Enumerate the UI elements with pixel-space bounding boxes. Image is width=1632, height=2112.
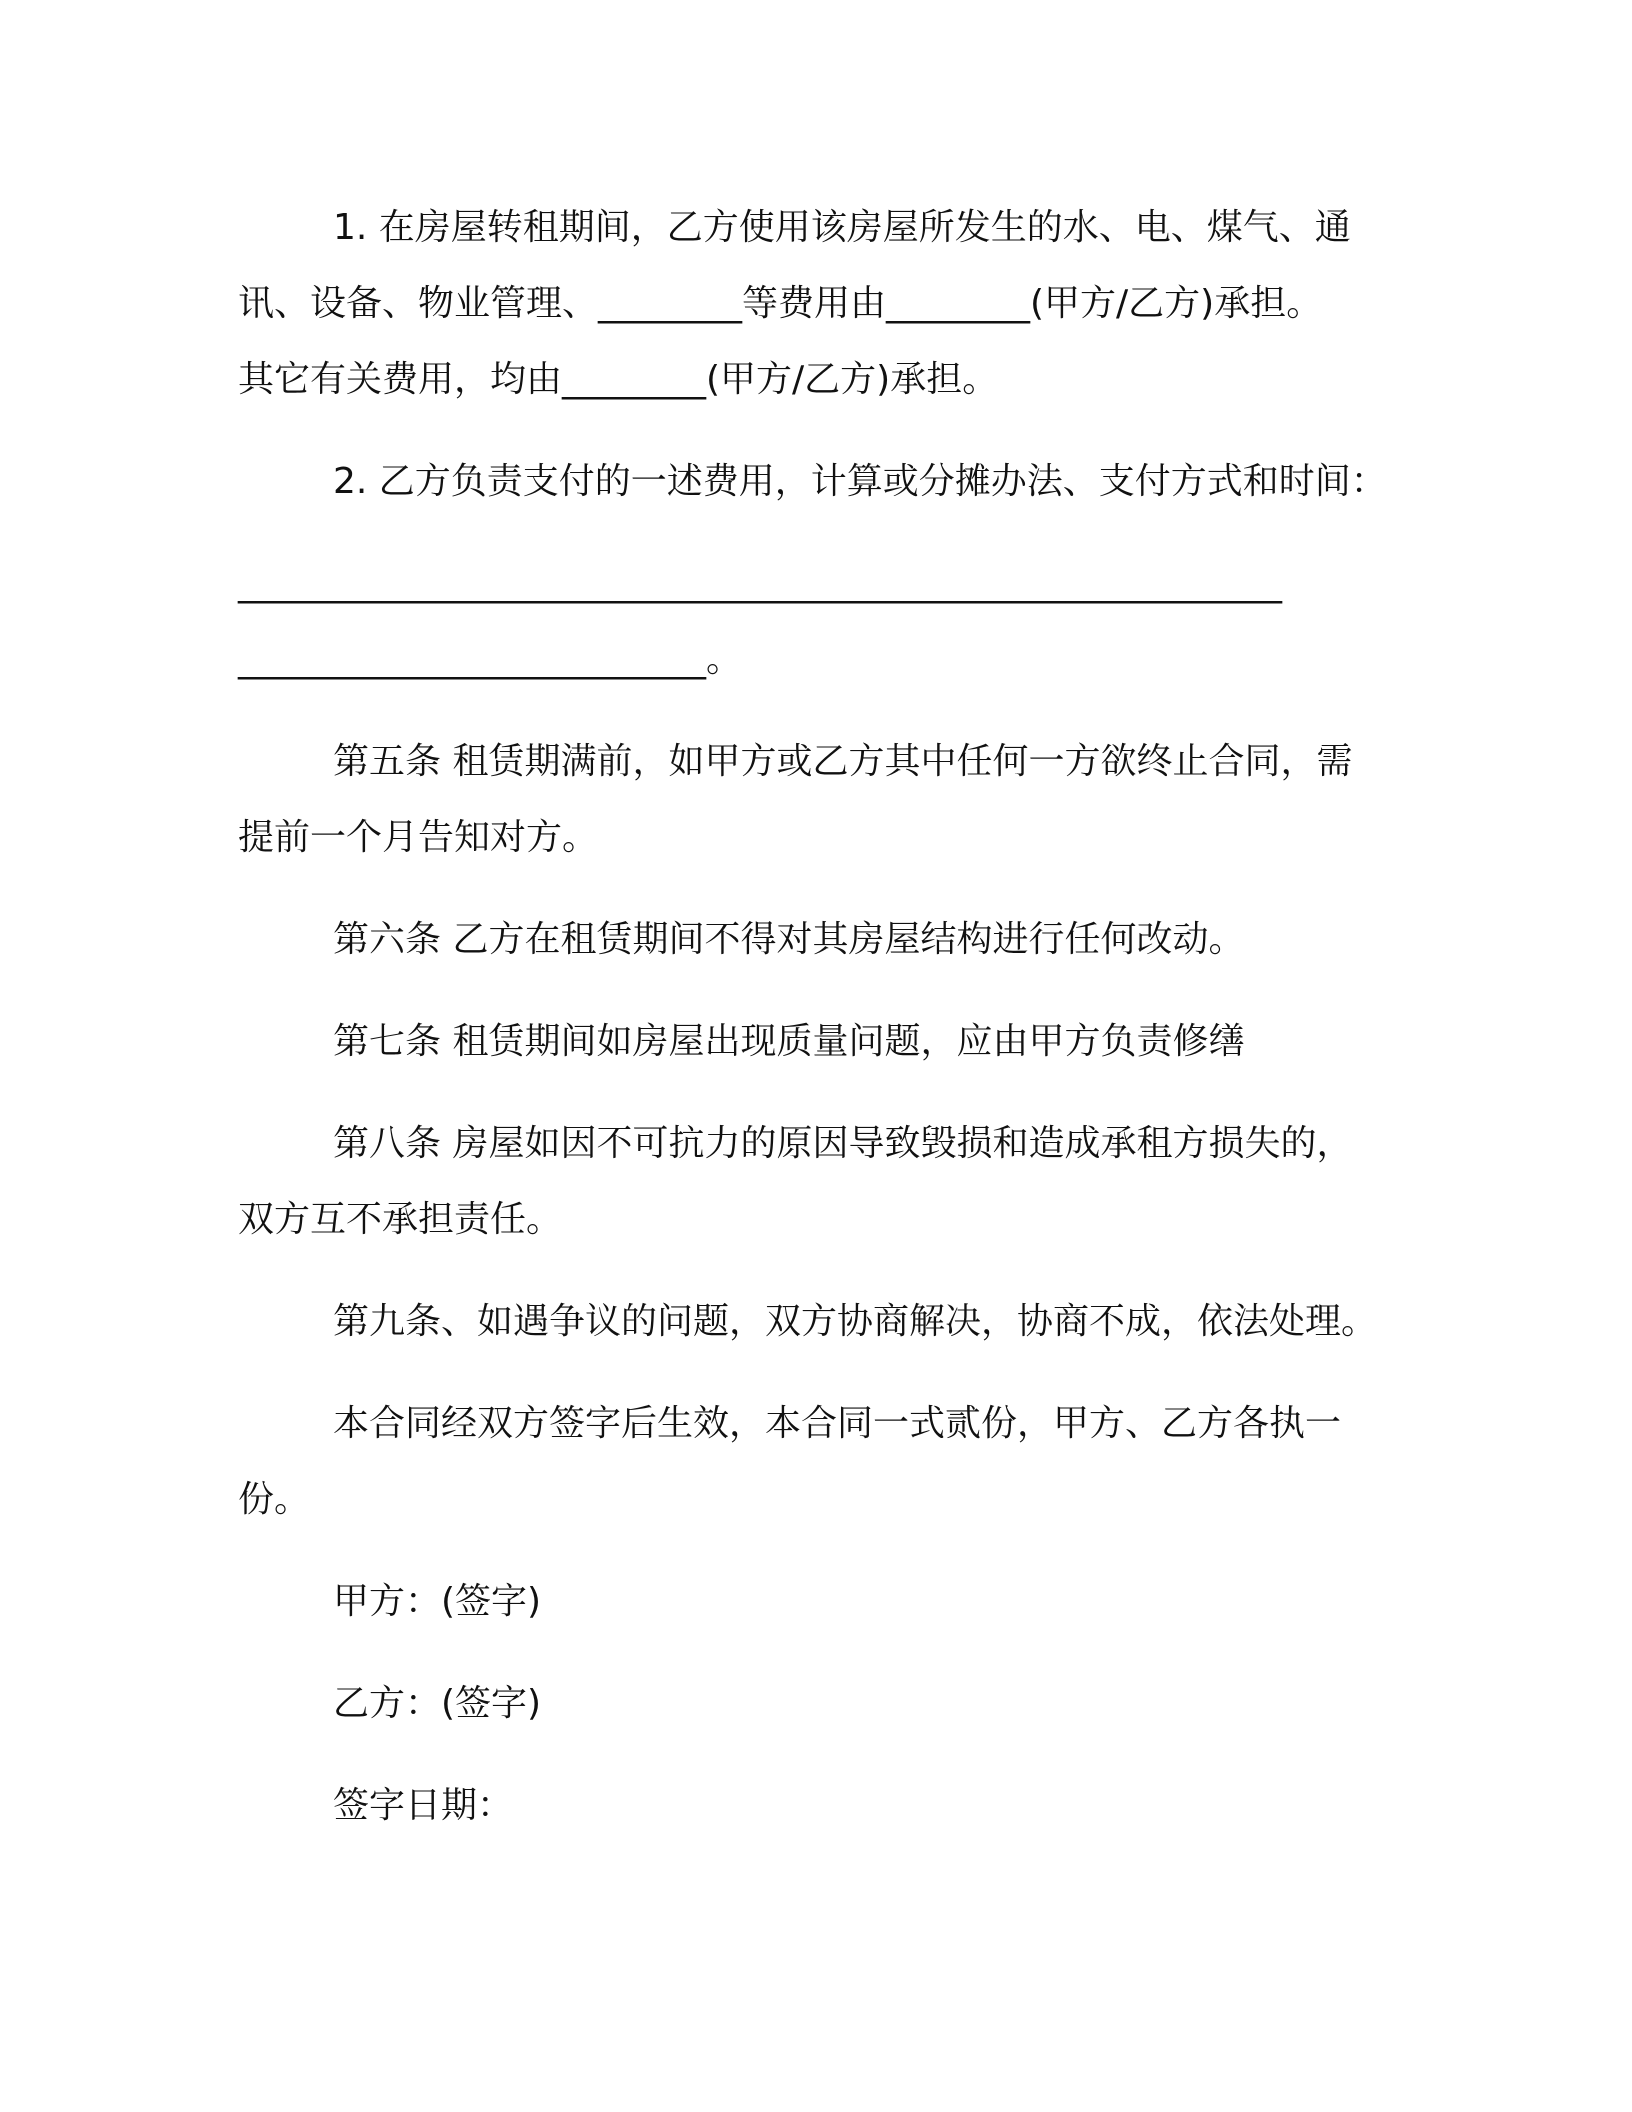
text-line: 本合同经双方签字后生效，本合同一式贰份，甲方、乙方各执一 xyxy=(333,1403,1342,1444)
text-line: 其它有关费用，均由________(甲方/乙方)承担。 xyxy=(238,359,999,400)
text-line: 讯、设备、物业管理、________等费用由________(甲方/乙方)承担。 xyxy=(238,283,1323,324)
text-line: 签字日期： xyxy=(333,1785,514,1826)
text-line: 第六条 乙方在租赁期间不得对其房屋结构进行任何改动。 xyxy=(333,919,1245,960)
party-a-signature-line xyxy=(238,1564,1398,1640)
clause-paragraph-1 xyxy=(238,190,1398,418)
document-body xyxy=(238,190,1398,1844)
blank-fill-lines xyxy=(238,546,1398,698)
article-9-paragraph xyxy=(238,1284,1398,1360)
text-line: 甲方：(签字) xyxy=(333,1581,542,1622)
text-line: 第八条 房屋如因不可抗力的原因导致毁损和造成承租方损失的， xyxy=(333,1123,1353,1164)
blank-line: __________________________________________________________ xyxy=(238,563,1282,604)
text-line: 乙方：(签字) xyxy=(333,1683,542,1724)
clause-paragraph-2 xyxy=(238,444,1398,520)
text-line: 第九条、如遇争议的问题，双方协商解决，协商不成，依法处理。 xyxy=(333,1301,1378,1342)
text-line: 第七条 租赁期间如房屋出现质量问题，应由甲方负责修缮 xyxy=(333,1021,1245,1062)
party-b-signature-line xyxy=(238,1666,1398,1742)
article-8-paragraph xyxy=(238,1106,1398,1258)
text-line: 第五条 租赁期满前，如甲方或乙方其中任何一方欲终止合同，需 xyxy=(333,741,1353,782)
article-7-paragraph xyxy=(238,1004,1398,1080)
text-line: 1. 在房屋转租期间，乙方使用该房屋所发生的水、电、煤气、通 xyxy=(333,207,1351,248)
text-line: 双方互不承担责任。 xyxy=(238,1199,563,1240)
text-line: 2. 乙方负责支付的一述费用，计算或分摊办法、支付方式和时间： xyxy=(333,461,1387,502)
blank-line: __________________________。 xyxy=(238,639,742,680)
signing-date-line xyxy=(238,1768,1398,1844)
article-6-paragraph xyxy=(238,902,1398,978)
article-5-paragraph xyxy=(238,724,1398,876)
text-line: 提前一个月告知对方。 xyxy=(238,817,599,858)
text-line: 份。 xyxy=(238,1479,311,1520)
effective-clause-paragraph xyxy=(238,1386,1398,1538)
